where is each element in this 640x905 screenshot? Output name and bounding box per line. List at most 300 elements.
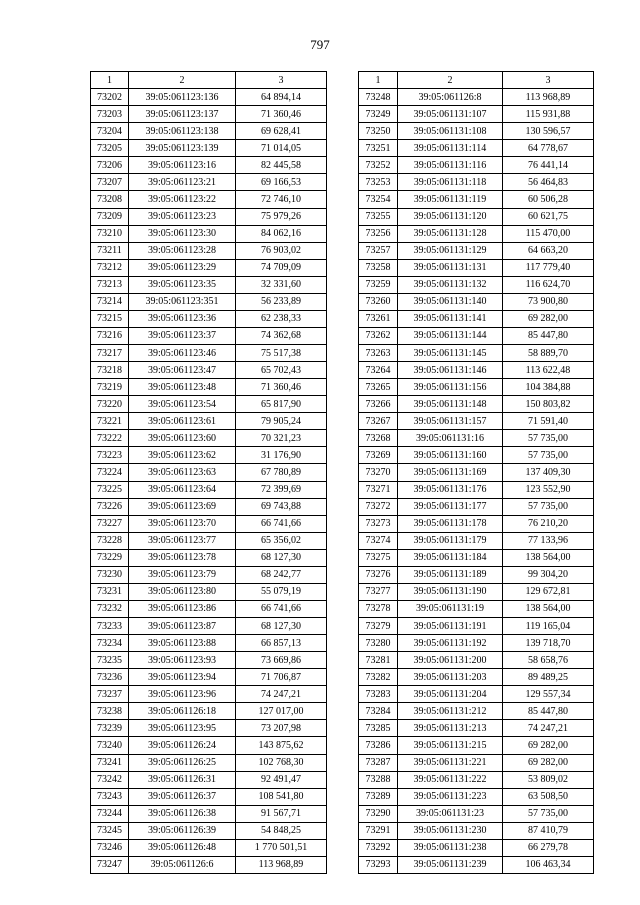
value-cell: 58 658,76 — [503, 652, 594, 669]
row-number-cell: 73265 — [359, 379, 398, 396]
table-row — [359, 89, 594, 106]
row-number-cell: 73232 — [91, 600, 129, 617]
cadastral-number-cell: 39:05:061123:64 — [129, 481, 236, 498]
row-number-cell: 73238 — [91, 703, 129, 720]
row-number-cell: 73225 — [91, 481, 129, 498]
cadastral-number-cell: 39:05:061126:25 — [129, 754, 236, 771]
value-cell: 69 282,00 — [503, 737, 594, 754]
value-cell: 91 567,71 — [236, 805, 327, 822]
cadastral-number-cell: 39:05:061123:87 — [129, 618, 236, 635]
table-row — [359, 856, 594, 873]
table-row — [91, 481, 327, 498]
table-row — [91, 669, 327, 686]
cadastral-number-cell: 39:05:061131:178 — [398, 515, 503, 532]
value-cell: 57 735,00 — [503, 430, 594, 447]
cadastral-number-cell: 39:05:061123:94 — [129, 669, 236, 686]
cadastral-number-cell: 39:05:061131:221 — [398, 754, 503, 771]
table-row — [91, 686, 327, 703]
table-row — [91, 293, 327, 310]
value-cell: 113 968,89 — [236, 856, 327, 873]
table-row — [91, 822, 327, 839]
cadastral-number-cell: 39:05:061123:36 — [129, 310, 236, 327]
table-row — [359, 379, 594, 396]
row-number-cell: 73274 — [359, 532, 398, 549]
row-number-cell: 73280 — [359, 635, 398, 652]
cadastral-number-cell: 39:05:061123:62 — [129, 447, 236, 464]
cadastral-number-cell: 39:05:061123:63 — [129, 464, 236, 481]
cadastral-number-cell: 39:05:061131:203 — [398, 669, 503, 686]
cadastral-number-cell: 39:05:061126:6 — [129, 856, 236, 873]
row-number-cell: 73218 — [91, 362, 129, 379]
row-number-cell: 73239 — [91, 720, 129, 737]
table-row — [91, 379, 327, 396]
table-row — [91, 498, 327, 515]
cadastral-number-cell: 39:05:061126:24 — [129, 737, 236, 754]
table-row — [359, 345, 594, 362]
table-row — [91, 771, 327, 788]
cadastral-number-cell: 39:05:061131:184 — [398, 549, 503, 566]
row-number-cell: 73207 — [91, 174, 129, 191]
row-number-cell: 73227 — [91, 515, 129, 532]
row-number-cell: 73261 — [359, 310, 398, 327]
value-cell: 115 470,00 — [503, 225, 594, 242]
row-number-cell: 73260 — [359, 293, 398, 310]
row-number-cell: 73206 — [91, 157, 129, 174]
table-row — [359, 566, 594, 583]
row-number-cell: 73224 — [91, 464, 129, 481]
cadastral-number-cell: 39:05:061123:95 — [129, 720, 236, 737]
column-header-cadastral: 2 — [398, 72, 503, 89]
table-row — [359, 720, 594, 737]
row-number-cell: 73217 — [91, 345, 129, 362]
value-cell: 89 489,25 — [503, 669, 594, 686]
table-row — [91, 310, 327, 327]
cadastral-number-cell: 39:05:061123:79 — [129, 566, 236, 583]
cadastral-number-cell: 39:05:061131:114 — [398, 140, 503, 157]
value-cell: 54 848,25 — [236, 822, 327, 839]
table-row — [91, 720, 327, 737]
row-number-cell: 73291 — [359, 822, 398, 839]
cadastral-number-cell: 39:05:061123:29 — [129, 259, 236, 276]
cadastral-number-cell: 39:05:061131:223 — [398, 788, 503, 805]
row-number-cell: 73289 — [359, 788, 398, 805]
row-number-cell: 73216 — [91, 327, 129, 344]
value-cell: 73 669,86 — [236, 652, 327, 669]
cadastral-number-cell: 39:05:061123:69 — [129, 498, 236, 515]
cadastral-number-cell: 39:05:061123:23 — [129, 208, 236, 225]
row-number-cell: 73205 — [91, 140, 129, 157]
table-row — [359, 515, 594, 532]
value-cell: 113 622,48 — [503, 362, 594, 379]
cadastral-number-cell: 39:05:061123:137 — [129, 106, 236, 123]
row-number-cell: 73254 — [359, 191, 398, 208]
value-cell: 123 552,90 — [503, 481, 594, 498]
table-row — [359, 583, 594, 600]
value-cell: 138 564,00 — [503, 600, 594, 617]
cadastral-number-cell: 39:05:061126:37 — [129, 788, 236, 805]
row-number-cell: 73229 — [91, 549, 129, 566]
table-row — [91, 464, 327, 481]
table-row — [91, 259, 327, 276]
row-number-cell: 73214 — [91, 293, 129, 310]
row-number-cell: 73221 — [91, 413, 129, 430]
cadastral-number-cell: 39:05:061131:239 — [398, 856, 503, 873]
cadastral-number-cell: 39:05:061123:351 — [129, 293, 236, 310]
table-row — [91, 618, 327, 635]
row-number-cell: 73220 — [91, 396, 129, 413]
row-number-cell: 73245 — [91, 822, 129, 839]
row-number-cell: 73215 — [91, 310, 129, 327]
value-cell: 106 463,34 — [503, 856, 594, 873]
table-row — [359, 447, 594, 464]
cadastral-number-cell: 39:05:061131:116 — [398, 157, 503, 174]
cadastral-number-cell: 39:05:061131:23 — [398, 805, 503, 822]
cadastral-number-cell: 39:05:061123:28 — [129, 242, 236, 259]
value-cell: 137 409,30 — [503, 464, 594, 481]
row-number-cell: 73259 — [359, 276, 398, 293]
row-number-cell: 73204 — [91, 123, 129, 140]
value-cell: 76 210,20 — [503, 515, 594, 532]
cadastral-number-cell: 39:05:061131:204 — [398, 686, 503, 703]
value-cell: 1 770 501,51 — [236, 839, 327, 856]
value-cell: 76 441,14 — [503, 157, 594, 174]
row-number-cell: 73256 — [359, 225, 398, 242]
page-number: 797 — [310, 37, 330, 52]
cadastral-number-cell: 39:05:061131:179 — [398, 532, 503, 549]
row-number-cell: 73264 — [359, 362, 398, 379]
value-cell: 62 238,33 — [236, 310, 327, 327]
row-number-cell: 73270 — [359, 464, 398, 481]
table-row — [91, 583, 327, 600]
row-number-cell: 73222 — [91, 430, 129, 447]
cadastral-number-cell: 39:05:061131:108 — [398, 123, 503, 140]
table-row — [359, 669, 594, 686]
value-cell: 31 176,90 — [236, 447, 327, 464]
value-cell: 64 778,67 — [503, 140, 594, 157]
cadastral-number-cell: 39:05:061131:129 — [398, 242, 503, 259]
cadastral-number-cell: 39:05:061123:88 — [129, 635, 236, 652]
cadastral-number-cell: 39:05:061123:30 — [129, 225, 236, 242]
table-row — [359, 635, 594, 652]
row-number-cell: 73241 — [91, 754, 129, 771]
cadastral-number-cell: 39:05:061126:38 — [129, 805, 236, 822]
cadastral-number-cell: 39:05:061131:213 — [398, 720, 503, 737]
row-number-cell: 73211 — [91, 242, 129, 259]
cadastral-number-cell: 39:05:061131:212 — [398, 703, 503, 720]
table-row — [359, 839, 594, 856]
value-cell: 66 279,78 — [503, 839, 594, 856]
row-number-cell: 73231 — [91, 583, 129, 600]
row-number-cell: 73283 — [359, 686, 398, 703]
cadastral-number-cell: 39:05:061131:191 — [398, 618, 503, 635]
row-number-cell: 73271 — [359, 481, 398, 498]
cadastral-number-cell: 39:05:061126:18 — [129, 703, 236, 720]
right-table — [358, 71, 594, 874]
cadastral-number-cell: 39:05:061123:60 — [129, 430, 236, 447]
table-header-row — [91, 72, 327, 89]
cadastral-number-cell: 39:05:061126:48 — [129, 839, 236, 856]
value-cell: 150 803,82 — [503, 396, 594, 413]
table-row — [91, 191, 327, 208]
row-number-cell: 73290 — [359, 805, 398, 822]
table-row — [359, 123, 594, 140]
table-row — [359, 157, 594, 174]
value-cell: 68 127,30 — [236, 618, 327, 635]
table-row — [91, 89, 327, 106]
cadastral-number-cell: 39:05:061131:176 — [398, 481, 503, 498]
table-row — [91, 447, 327, 464]
cadastral-number-cell: 39:05:061131:107 — [398, 106, 503, 123]
value-cell: 53 809,02 — [503, 771, 594, 788]
table-row — [91, 123, 327, 140]
row-number-cell: 73272 — [359, 498, 398, 515]
value-cell: 66 741,66 — [236, 515, 327, 532]
cadastral-number-cell: 39:05:061131:222 — [398, 771, 503, 788]
value-cell: 70 321,23 — [236, 430, 327, 447]
table-row — [359, 771, 594, 788]
table-row — [91, 430, 327, 447]
value-cell: 116 624,70 — [503, 276, 594, 293]
cadastral-number-cell: 39:05:061123:47 — [129, 362, 236, 379]
row-number-cell: 73273 — [359, 515, 398, 532]
value-cell: 67 780,89 — [236, 464, 327, 481]
row-number-cell: 73287 — [359, 754, 398, 771]
value-cell: 69 743,88 — [236, 498, 327, 515]
cadastral-number-cell: 39:05:061131:200 — [398, 652, 503, 669]
table-row — [91, 703, 327, 720]
row-number-cell: 73223 — [91, 447, 129, 464]
row-number-cell: 73279 — [359, 618, 398, 635]
row-number-cell: 73286 — [359, 737, 398, 754]
table-row — [91, 242, 327, 259]
table-row — [91, 754, 327, 771]
cadastral-number-cell: 39:05:061131:156 — [398, 379, 503, 396]
table-row — [359, 225, 594, 242]
value-cell: 139 718,70 — [503, 635, 594, 652]
value-cell: 65 817,90 — [236, 396, 327, 413]
table-row — [91, 549, 327, 566]
table-row — [91, 174, 327, 191]
cadastral-number-cell: 39:05:061123:139 — [129, 140, 236, 157]
value-cell: 113 968,89 — [503, 89, 594, 106]
cadastral-number-cell: 39:05:061131:19 — [398, 600, 503, 617]
table-row — [359, 788, 594, 805]
value-cell: 56 464,83 — [503, 174, 594, 191]
value-cell: 74 362,68 — [236, 327, 327, 344]
table-row — [359, 396, 594, 413]
row-number-cell: 73262 — [359, 327, 398, 344]
cadastral-number-cell: 39:05:061123:35 — [129, 276, 236, 293]
cadastral-number-cell: 39:05:061131:120 — [398, 208, 503, 225]
value-cell: 92 491,47 — [236, 771, 327, 788]
cadastral-number-cell: 39:05:061126:8 — [398, 89, 503, 106]
value-cell: 65 356,02 — [236, 532, 327, 549]
column-header-value: 3 — [503, 72, 594, 89]
row-number-cell: 73285 — [359, 720, 398, 737]
cadastral-number-cell: 39:05:061123:37 — [129, 327, 236, 344]
table-row — [91, 600, 327, 617]
cadastral-number-cell: 39:05:061131:215 — [398, 737, 503, 754]
value-cell: 66 857,13 — [236, 635, 327, 652]
cadastral-number-cell: 39:05:061123:77 — [129, 532, 236, 549]
column-header-number: 1 — [359, 72, 398, 89]
cadastral-number-cell: 39:05:061123:54 — [129, 396, 236, 413]
row-number-cell: 73276 — [359, 566, 398, 583]
table-row — [359, 174, 594, 191]
table-row — [359, 362, 594, 379]
table-row — [91, 140, 327, 157]
table-row — [359, 259, 594, 276]
value-cell: 117 779,40 — [503, 259, 594, 276]
table-row — [359, 600, 594, 617]
row-number-cell: 73277 — [359, 583, 398, 600]
cadastral-number-cell: 39:05:061131:146 — [398, 362, 503, 379]
value-cell: 69 166,53 — [236, 174, 327, 191]
value-cell: 74 247,21 — [236, 686, 327, 703]
column-header-cadastral: 2 — [129, 72, 236, 89]
value-cell: 130 596,57 — [503, 123, 594, 140]
value-cell: 79 905,24 — [236, 413, 327, 430]
row-number-cell: 73250 — [359, 123, 398, 140]
table-row — [359, 276, 594, 293]
table-row — [91, 345, 327, 362]
value-cell: 127 017,00 — [236, 703, 327, 720]
table-row — [91, 276, 327, 293]
value-cell: 99 304,20 — [503, 566, 594, 583]
row-number-cell: 73293 — [359, 856, 398, 873]
table-row — [91, 362, 327, 379]
cadastral-number-cell: 39:05:061123:86 — [129, 600, 236, 617]
value-cell: 69 282,00 — [503, 754, 594, 771]
value-cell: 57 735,00 — [503, 498, 594, 515]
cadastral-number-cell: 39:05:061123:78 — [129, 549, 236, 566]
row-number-cell: 73281 — [359, 652, 398, 669]
cadastral-number-cell: 39:05:061123:16 — [129, 157, 236, 174]
row-number-cell: 73244 — [91, 805, 129, 822]
row-number-cell: 73233 — [91, 618, 129, 635]
value-cell: 76 903,02 — [236, 242, 327, 259]
cadastral-number-cell: 39:05:061131:132 — [398, 276, 503, 293]
value-cell: 85 447,80 — [503, 327, 594, 344]
row-number-cell: 73275 — [359, 549, 398, 566]
row-number-cell: 73243 — [91, 788, 129, 805]
table-row — [359, 498, 594, 515]
cadastral-number-cell: 39:05:061131:144 — [398, 327, 503, 344]
value-cell: 57 735,00 — [503, 805, 594, 822]
cadastral-number-cell: 39:05:061131:230 — [398, 822, 503, 839]
cadastral-number-cell: 39:05:061131:16 — [398, 430, 503, 447]
table-row — [359, 464, 594, 481]
table-row — [91, 652, 327, 669]
value-cell: 32 331,60 — [236, 276, 327, 293]
value-cell: 75 517,38 — [236, 345, 327, 362]
table-row — [359, 293, 594, 310]
table-row — [91, 856, 327, 873]
value-cell: 73 900,80 — [503, 293, 594, 310]
column-header-number: 1 — [91, 72, 129, 89]
value-cell: 74 247,21 — [503, 720, 594, 737]
row-number-cell: 73288 — [359, 771, 398, 788]
value-cell: 119 165,04 — [503, 618, 594, 635]
table-row — [359, 805, 594, 822]
row-number-cell: 73242 — [91, 771, 129, 788]
row-number-cell: 73210 — [91, 225, 129, 242]
table-row — [359, 737, 594, 754]
cadastral-number-cell: 39:05:061123:138 — [129, 123, 236, 140]
column-header-value: 3 — [236, 72, 327, 89]
table-header-row — [359, 72, 594, 89]
cadastral-number-cell: 39:05:061131:128 — [398, 225, 503, 242]
row-number-cell: 73248 — [359, 89, 398, 106]
table-row — [359, 686, 594, 703]
value-cell: 85 447,80 — [503, 703, 594, 720]
value-cell: 82 445,58 — [236, 157, 327, 174]
cadastral-number-cell: 39:05:061131:148 — [398, 396, 503, 413]
table-row — [91, 157, 327, 174]
value-cell: 63 508,50 — [503, 788, 594, 805]
value-cell: 143 875,62 — [236, 737, 327, 754]
value-cell: 84 062,16 — [236, 225, 327, 242]
cadastral-number-cell: 39:05:061123:70 — [129, 515, 236, 532]
table-row — [359, 430, 594, 447]
table-row — [91, 327, 327, 344]
row-number-cell: 73258 — [359, 259, 398, 276]
cadastral-number-cell: 39:05:061123:21 — [129, 174, 236, 191]
value-cell: 65 702,43 — [236, 362, 327, 379]
value-cell: 64 663,20 — [503, 242, 594, 259]
value-cell: 72 746,10 — [236, 191, 327, 208]
row-number-cell: 73226 — [91, 498, 129, 515]
value-cell: 138 564,00 — [503, 549, 594, 566]
row-number-cell: 73228 — [91, 532, 129, 549]
table-row — [359, 140, 594, 157]
value-cell: 57 735,00 — [503, 447, 594, 464]
cadastral-number-cell: 39:05:061131:189 — [398, 566, 503, 583]
row-number-cell: 73247 — [91, 856, 129, 873]
row-number-cell: 73203 — [91, 106, 129, 123]
cadastral-number-cell: 39:05:061131:169 — [398, 464, 503, 481]
row-number-cell: 73255 — [359, 208, 398, 225]
table-row — [359, 413, 594, 430]
cadastral-number-cell: 39:05:061131:238 — [398, 839, 503, 856]
cadastral-number-cell: 39:05:061123:93 — [129, 652, 236, 669]
value-cell: 71 706,87 — [236, 669, 327, 686]
cadastral-number-cell: 39:05:061131:190 — [398, 583, 503, 600]
cadastral-number-cell: 39:05:061131:160 — [398, 447, 503, 464]
table-row — [359, 618, 594, 635]
value-cell: 71 360,46 — [236, 106, 327, 123]
table-row — [91, 396, 327, 413]
row-number-cell: 73213 — [91, 276, 129, 293]
cadastral-number-cell: 39:05:061123:48 — [129, 379, 236, 396]
cadastral-number-cell: 39:05:061123:136 — [129, 89, 236, 106]
row-number-cell: 73253 — [359, 174, 398, 191]
cadastral-number-cell: 39:05:061126:39 — [129, 822, 236, 839]
cadastral-number-cell: 39:05:061123:61 — [129, 413, 236, 430]
row-number-cell: 73234 — [91, 635, 129, 652]
row-number-cell: 73219 — [91, 379, 129, 396]
table-row — [91, 635, 327, 652]
table-row — [359, 754, 594, 771]
row-number-cell: 73209 — [91, 208, 129, 225]
value-cell: 73 207,98 — [236, 720, 327, 737]
table-row — [91, 208, 327, 225]
value-cell: 69 282,00 — [503, 310, 594, 327]
value-cell: 68 127,30 — [236, 549, 327, 566]
row-number-cell: 73257 — [359, 242, 398, 259]
value-cell: 55 079,19 — [236, 583, 327, 600]
table-row — [359, 549, 594, 566]
